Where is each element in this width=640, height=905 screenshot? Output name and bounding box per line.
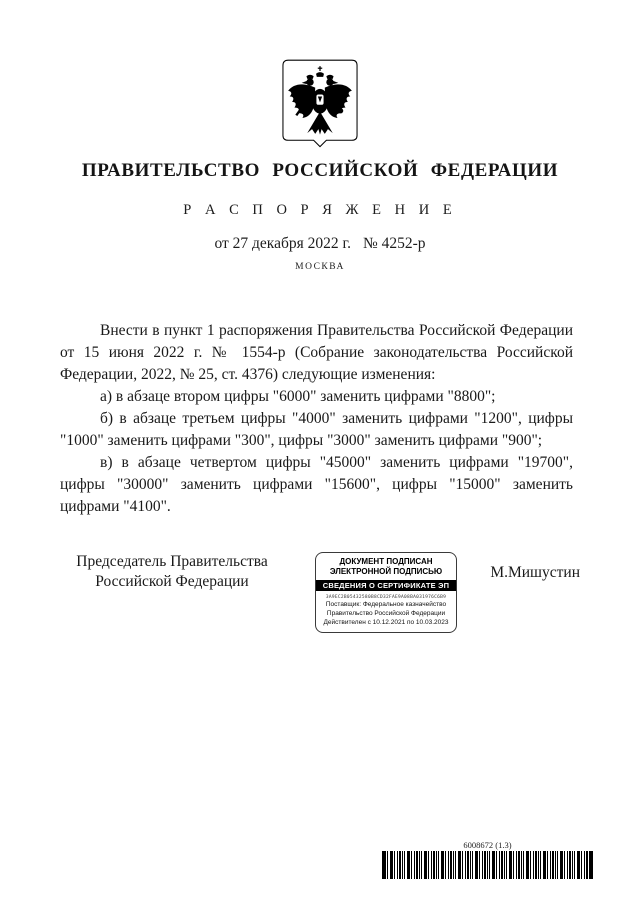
stamp-owner: Правительство Российской Федерации: [326, 610, 446, 617]
signature-position-line1: Председатель Правительства: [76, 553, 268, 570]
signature-position: [72, 552, 272, 591]
stamp-validity: Действителен с 10.12.2021 по 10.03.2023: [323, 619, 449, 626]
paragraph-intro: Внести в пункт 1 распоряжения Правительства Российской Федерации от 15 июня 2022 г. № 1554-р (Собрание законодательства Российской Федерации, 2022, № 25, ст. 4376) следующие изменения:: [60, 322, 573, 383]
document-body: [60, 320, 573, 518]
paragraph-item-v: в) в абзаце четвертом цифры "45000" заменить цифрами "19700", цифры "30000" заменить цифрами "15600", цифры "15000" заменить цифрами "4100".: [60, 454, 573, 515]
stamp-provider: Поставщик: Федеральное казначейство: [325, 601, 447, 608]
signature-position-line2: Российской Федерации: [95, 572, 249, 590]
stamp-title-line1: ДОКУМЕНТ ПОДПИСАН: [339, 557, 433, 566]
barcode: [382, 841, 593, 879]
signature-name: М.Мишустин: [490, 564, 580, 581]
paragraph-item-a: а) в абзаце втором цифры "6000" заменить цифрами "8800";: [100, 388, 496, 405]
barcode-bars: [382, 851, 593, 879]
org-title: ПРАВИТЕЛЬСТВО РОССИЙСКОЙ ФЕДЕРАЦИИ: [81, 160, 559, 181]
paragraph-item-b: б) в абзаце третьем цифры "4000" заменить цифрами "1200", цифры "1000" заменить цифрами "300", цифры "3000" заменить цифрами "900";: [60, 410, 573, 449]
date-number-line: [0, 235, 640, 253]
russia-coat-of-arms-icon: [280, 59, 360, 153]
electronic-signature-stamp: [315, 552, 457, 633]
stamp-title-line2: ЭЛЕКТРОННОЙ ПОДПИСЬЮ: [329, 567, 443, 576]
barcode-label: 6008672 (1.3): [463, 840, 512, 850]
stamp-certificate-number: 3A9EC2B05432580B8CD32FAE9A08BA031976C6B9: [325, 595, 447, 600]
doc-date: от 27 декабря 2022 г.: [214, 235, 351, 252]
doc-number: № 4252-р: [362, 235, 426, 252]
city-label: МОСКВА: [295, 262, 345, 272]
doc-type-title: Р А С П О Р Я Ж Е Н И Е: [183, 202, 457, 218]
stamp-certificate-bar: СВЕДЕНИЯ О СЕРТИФИКАТЕ ЭП: [316, 580, 456, 591]
